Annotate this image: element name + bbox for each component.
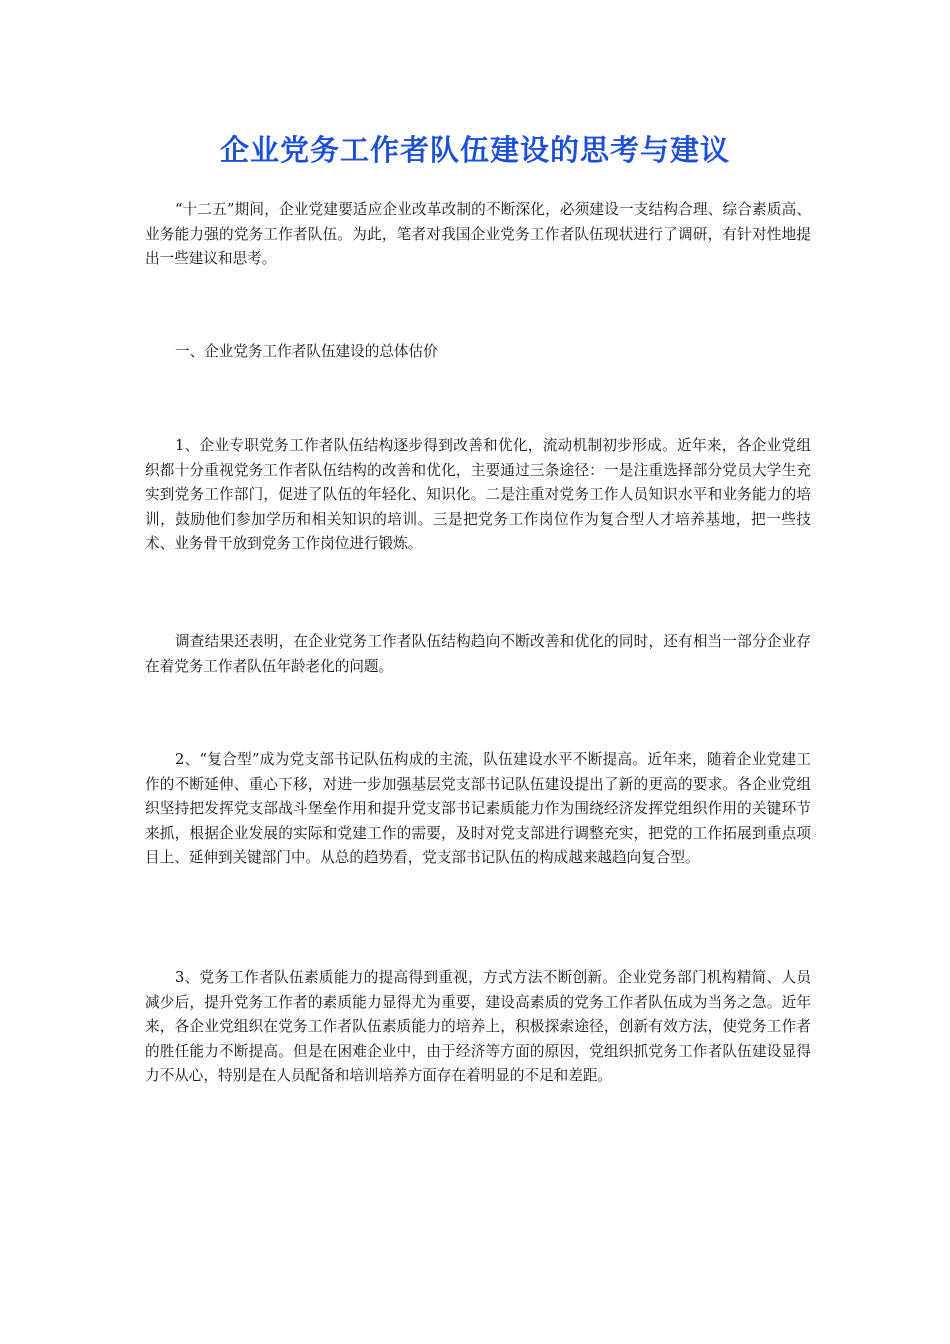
item-2-paragraph: 2、“复合型”成为党支部书记队伍构成的主流，队伍建设水平不断提高。近年来，随着企业党建工作的不断延伸、重心下移，对进一步加强基层党支部书记队伍建设提出了新的更高的要求。各企业党组织坚持把发挥党支部战斗堡垒作用和提升党支部书记素质能力作为围绕经济发挥党组织作用的关键环节来抓，根据企业发展的实际和党建工作的需要，及时对党支部进行调整充实，把党的工作拓展到重点项目上、延伸到关键部门中。从总的趋势看，党支部书记队伍的构成越来越趋向复合型。: [145, 751, 811, 866]
item-3-paragraph: 3、党务工作者队伍素质能力的提高得到重视，方式方法不断创新。企业党务部门机构精简、人员减少后，提升党务工作者的素质能力显得尤为重要，建设高素质的党务工作者队伍成为当务之急。近年来，各企业党组织在党务工作者队伍素质能力的培养上，积极探索途径，创新有效方法，使党务工作者的胜任能力不断提高。但是在困难企业中，由于经济等方面的原因，党组织抓党务工作者队伍建设显得力不从心，特别是在人员配备和培训培养方面存在着明显的不足和差距。: [145, 969, 811, 1084]
document-title: 企业党务工作者队伍建设的思考与建议: [219, 133, 730, 167]
section-heading: 一、企业党务工作者队伍建设的总体估价: [175, 343, 438, 360]
item-1-paragraph: 1、企业专职党务工作者队伍结构逐步得到改善和优化，流动机制初步形成。近年来，各企业党组织都十分重视党务工作者队伍结构的改善和优化，主要通过三条途径：一是注重选择部分党员大学生充实到党务工作部门，促进了队伍的年轻化、知识化。二是注重对党务工作人员知识水平和业务能力的培训，鼓励他们参加学历和相关知识的培训。三是把党务工作岗位作为复合型人才培养基地，把一些技术、业务骨干放到党务工作岗位进行锻炼。: [145, 437, 811, 552]
intro-paragraph: “十二五”期间，企业党建要适应企业改革改制的不断深化，必须建设一支结构合理、综合素质高、业务能力强的党务工作者队伍。为此，笔者对我国企业党务工作者队伍现状进行了调研，有针对性地提出一些建议和思考。: [145, 201, 811, 267]
survey-paragraph: 调查结果还表明，在企业党务工作者队伍结构趋向不断改善和优化的同时，还有相当一部分企业存在着党务工作者队伍年龄老化的问题。: [145, 633, 811, 675]
